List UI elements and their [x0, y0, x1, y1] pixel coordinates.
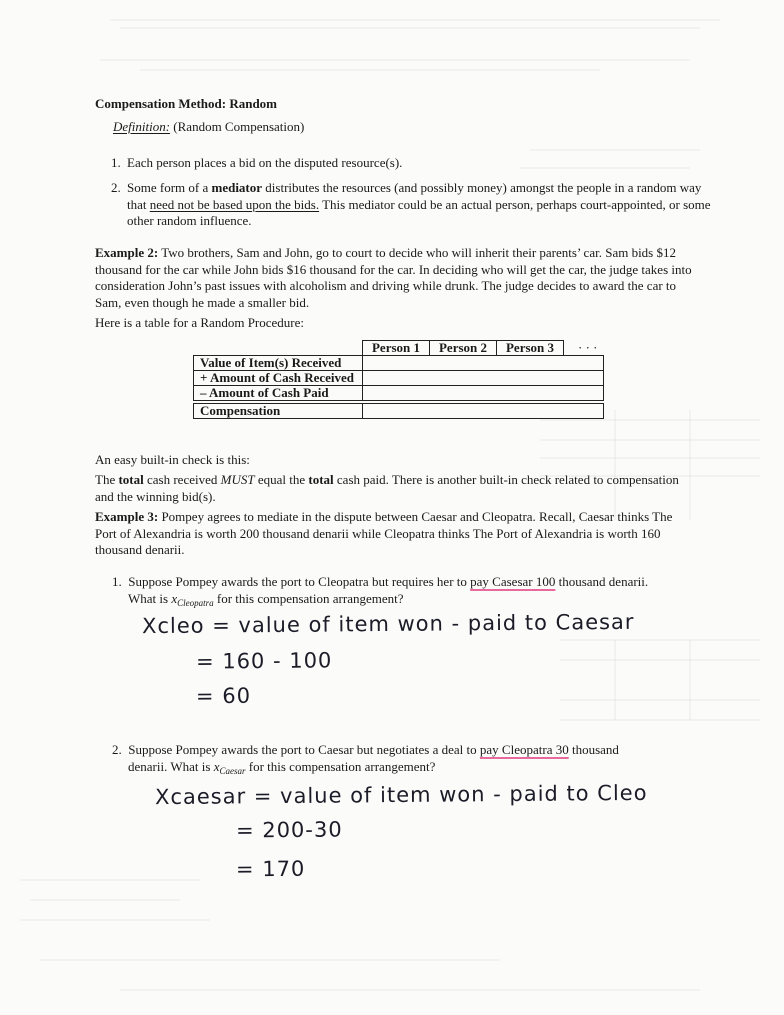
header-person-2: Person 2 [430, 341, 497, 356]
row-label: Value of Item(s) Received [194, 356, 363, 371]
example-2 [95, 245, 700, 311]
step-number: 2. [111, 180, 121, 195]
row-cell [363, 356, 604, 371]
highlighted-phrase: pay Cleopatra 30 [479, 742, 569, 757]
compensation-table [193, 340, 604, 419]
example-3-text: Pompey agrees to mediate in the dispute between Caesar and Cleopatra. Recall, Caesar thinks The Port of Alexandria is worth 200 thousand denarii while Cleopatra thinks The Port of Alexandria is worth 160 thousand denarii. [95, 509, 673, 557]
highlighted-phrase: pay Casesar 100 [470, 574, 556, 589]
example-2-text: Two brothers, Sam and John, go to court to decide who will inherit their parents’ car. Sam bids $12 thousand for the car while John bids $16 thousand for the car. In deciding who will get the car, the judge takes into consideration John’s past issues with alcoholism and driving while drunk. The judge decides to award the car to Sam, even though he made a smaller bid. [95, 245, 692, 310]
handwritten-line: = 60 [195, 683, 252, 709]
table-row [194, 356, 604, 371]
example-3-label: Example 3: [95, 509, 159, 524]
step-text: Each person places a bid on the disputed resource(s). [127, 155, 403, 170]
variable-subscript: Caesar [219, 766, 246, 776]
check-intro: An easy built-in check is this: [95, 452, 250, 467]
header-person-1: Person 1 [363, 341, 430, 356]
row-label: + Amount of Cash Received [194, 371, 363, 386]
definition-line [113, 119, 304, 135]
variable-x: x [213, 759, 220, 774]
row-cell [363, 386, 604, 401]
row-label: – Amount of Cash Paid [194, 386, 363, 401]
table-row [194, 404, 604, 419]
question-line: denarii. What is $x_{Caesar}$ for this compensation arrangement? [128, 759, 436, 776]
section-title: Compensation Method: Random [95, 96, 278, 111]
question-line: What is $x_{Cleopatra}$ for this compensation arrangement? [128, 591, 404, 608]
handwritten-line: = 170 [235, 856, 306, 882]
table-header-row [194, 341, 604, 356]
variable-x: x [171, 591, 178, 606]
question-line: 2. Suppose Pompey awards the port to Caesar but negotiates a deal to pay Cleopatra 30 thousand [112, 742, 619, 757]
handwritten-line: Xcleo = value of item won - paid to Caesar [141, 609, 635, 639]
variable-subscript: Cleopatra [177, 598, 214, 608]
step-number: 1. [111, 155, 121, 170]
definition-text: (Random Compensation) [173, 119, 305, 134]
row-cell [363, 371, 604, 386]
underlined-phrase: need not be based upon the bids. [149, 196, 320, 212]
question-line: 1. Suppose Pompey awards the port to Cleopatra but requires her to pay Casesar 100 thousand denarii. [112, 574, 649, 589]
example-2-label: Example 2: [95, 245, 159, 260]
check-paragraph: The total cash received MUST equal the total cash paid. There is another built-in check related to compensation and the winning bid(s). [95, 472, 679, 504]
handwritten-line: = 160 - 100 [195, 648, 333, 674]
handwritten-line: = 200-30 [235, 817, 343, 843]
header-ellipsis: · · · [578, 339, 598, 355]
example-3 [95, 509, 695, 559]
table-row [194, 371, 604, 386]
handwritten-line: Xcaesar = value of item won - paid to Cleo [154, 780, 648, 810]
question-1 [112, 574, 648, 611]
mediator-term: mediator [211, 180, 263, 195]
definition-label: Definition: [113, 119, 171, 134]
row-cell [363, 404, 604, 419]
header-person-3: Person 3 [497, 341, 564, 356]
row-label: Compensation [194, 404, 363, 419]
question-2 [112, 742, 619, 779]
table-intro: Here is a table for a Random Procedure: [95, 315, 305, 330]
step-text: Some form of a mediator distributes the resources (and possibly money) amongst the people in a random way that need not be based upon the bids. This mediator could be an actual person, perhaps court-appointed, or some other random influence. [127, 180, 711, 228]
table-row [194, 386, 604, 401]
